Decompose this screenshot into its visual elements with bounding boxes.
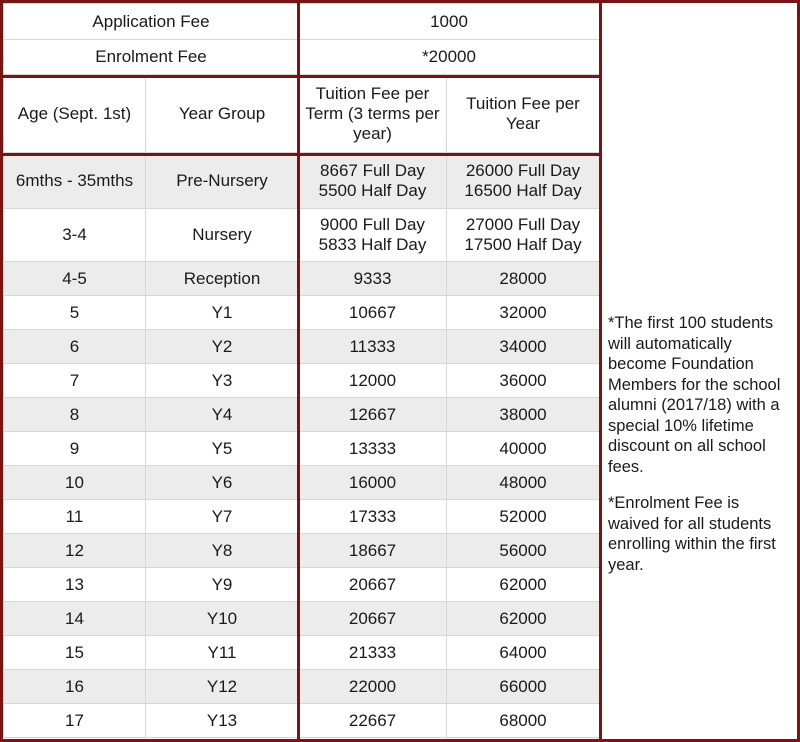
term-fee-cell: 22000: [299, 670, 447, 704]
fee-row: [4, 602, 600, 636]
year-group-cell: Y10: [146, 602, 299, 636]
fee-table: [3, 3, 600, 738]
term-fee-cell: 20667: [299, 568, 447, 602]
year-fee-cell: 62000: [447, 568, 600, 602]
term-fee-cell: 21333: [299, 636, 447, 670]
age-cell: 14: [4, 602, 146, 636]
year-half-line: 16500 Half Day: [464, 180, 582, 200]
year-fee-cell: 36000: [447, 364, 600, 398]
fee-row: [4, 262, 600, 296]
year-fee-cell: 28000: [447, 262, 600, 296]
year-fee-cell: 52000: [447, 500, 600, 534]
year-group-cell: Y3: [146, 364, 299, 398]
year-fee-cell: 56000: [447, 534, 600, 568]
year-full-line: 26000 Full Day: [465, 160, 581, 180]
term-full-line: 8667 Full Day: [320, 160, 425, 180]
fee-row: [4, 296, 600, 330]
fee-row: [4, 398, 600, 432]
fee-row: [4, 466, 600, 500]
header-term-fee: Tuition Fee per Term (3 terms per year): [299, 75, 447, 153]
year-fee-cell: 38000: [447, 398, 600, 432]
year-full-line: 27000 Full Day: [465, 215, 581, 234]
year-group-cell: Y6: [146, 466, 299, 500]
age-cell: 11: [4, 500, 146, 534]
age-cell: 3-4: [4, 209, 146, 262]
term-fee-cell: 9333: [299, 262, 447, 296]
note-enrolment: *Enrolment Fee is waived for all students enrolling within the first year.: [608, 494, 776, 574]
fee-row: [4, 209, 600, 262]
header-year-group: Year Group: [146, 75, 299, 153]
fee-row: [4, 534, 600, 568]
year-fee-cell: [447, 209, 600, 262]
top-fee-value: 1000: [299, 4, 600, 40]
year-group-cell: Y13: [146, 704, 299, 738]
top-fee-row: [4, 4, 600, 40]
year-fee-cell: 40000: [447, 432, 600, 466]
year-group-cell: Pre-Nursery: [146, 153, 299, 209]
top-fee-value: *20000: [299, 40, 600, 75]
year-fee-cell: 34000: [447, 330, 600, 364]
age-cell: 4-5: [4, 262, 146, 296]
age-cell: 7: [4, 364, 146, 398]
notes-panel: [608, 313, 794, 591]
top-fee-label: Enrolment Fee: [4, 40, 299, 75]
fee-row: [4, 330, 600, 364]
age-cell: 9: [4, 432, 146, 466]
term-half-line: 5833 Half Day: [318, 235, 427, 254]
fee-row: [4, 568, 600, 602]
year-group-cell: Y2: [146, 330, 299, 364]
year-fee-cell: [447, 153, 600, 209]
age-cell: 5: [4, 296, 146, 330]
age-cell: 10: [4, 466, 146, 500]
year-fee-cell: 32000: [447, 296, 600, 330]
year-fee-cell: 64000: [447, 636, 600, 670]
year-group-cell: Y12: [146, 670, 299, 704]
year-fee-cell: 66000: [447, 670, 600, 704]
fee-row: [4, 364, 600, 398]
term-fee-cell: 16000: [299, 466, 447, 500]
term-fee-cell: 12000: [299, 364, 447, 398]
term-fee-cell: 13333: [299, 432, 447, 466]
age-cell: 6mths - 35mths: [4, 153, 146, 209]
fee-row: [4, 432, 600, 466]
note-foundation: *The first 100 students will automatically become Foundation Members for the school alumni (2017/18) with a special 10% lifetime discount on all school fees.: [608, 314, 781, 476]
fee-row: [4, 636, 600, 670]
age-cell: 6: [4, 330, 146, 364]
year-fee-cell: 48000: [447, 466, 600, 500]
age-cell: 13: [4, 568, 146, 602]
term-fee-cell: [299, 153, 447, 209]
term-fee-cell: 11333: [299, 330, 447, 364]
age-cell: 17: [4, 704, 146, 738]
term-fee-cell: 17333: [299, 500, 447, 534]
year-group-cell: Y4: [146, 398, 299, 432]
year-group-cell: Y9: [146, 568, 299, 602]
year-group-cell: Y1: [146, 296, 299, 330]
age-cell: 15: [4, 636, 146, 670]
fee-row: [4, 704, 600, 738]
year-group-cell: Y7: [146, 500, 299, 534]
year-group-cell: Y11: [146, 636, 299, 670]
fee-row: [4, 153, 600, 209]
header-age: Age (Sept. 1st): [4, 75, 146, 153]
year-group-cell: Y8: [146, 534, 299, 568]
year-fee-cell: 62000: [447, 602, 600, 636]
term-fee-cell: 22667: [299, 704, 447, 738]
term-half-line: 5500 Half Day: [318, 180, 427, 200]
top-fee-label: Application Fee: [4, 4, 299, 40]
term-fee-cell: [299, 209, 447, 262]
fee-row: [4, 670, 600, 704]
year-group-cell: Y5: [146, 432, 299, 466]
term-fee-cell: 20667: [299, 602, 447, 636]
top-fee-row: [4, 40, 600, 75]
term-fee-cell: 10667: [299, 296, 447, 330]
age-cell: 12: [4, 534, 146, 568]
column-header-row: [4, 75, 600, 153]
year-fee-cell: 68000: [447, 704, 600, 738]
term-fee-cell: 18667: [299, 534, 447, 568]
header-year-fee: Tuition Fee per Year: [447, 75, 600, 153]
term-fee-cell: 12667: [299, 398, 447, 432]
age-cell: 8: [4, 398, 146, 432]
term-full-line: 9000 Full Day: [320, 215, 425, 234]
year-half-line: 17500 Half Day: [464, 235, 582, 254]
fee-row: [4, 500, 600, 534]
year-group-cell: Reception: [146, 262, 299, 296]
age-cell: 16: [4, 670, 146, 704]
year-group-cell: Nursery: [146, 209, 299, 262]
